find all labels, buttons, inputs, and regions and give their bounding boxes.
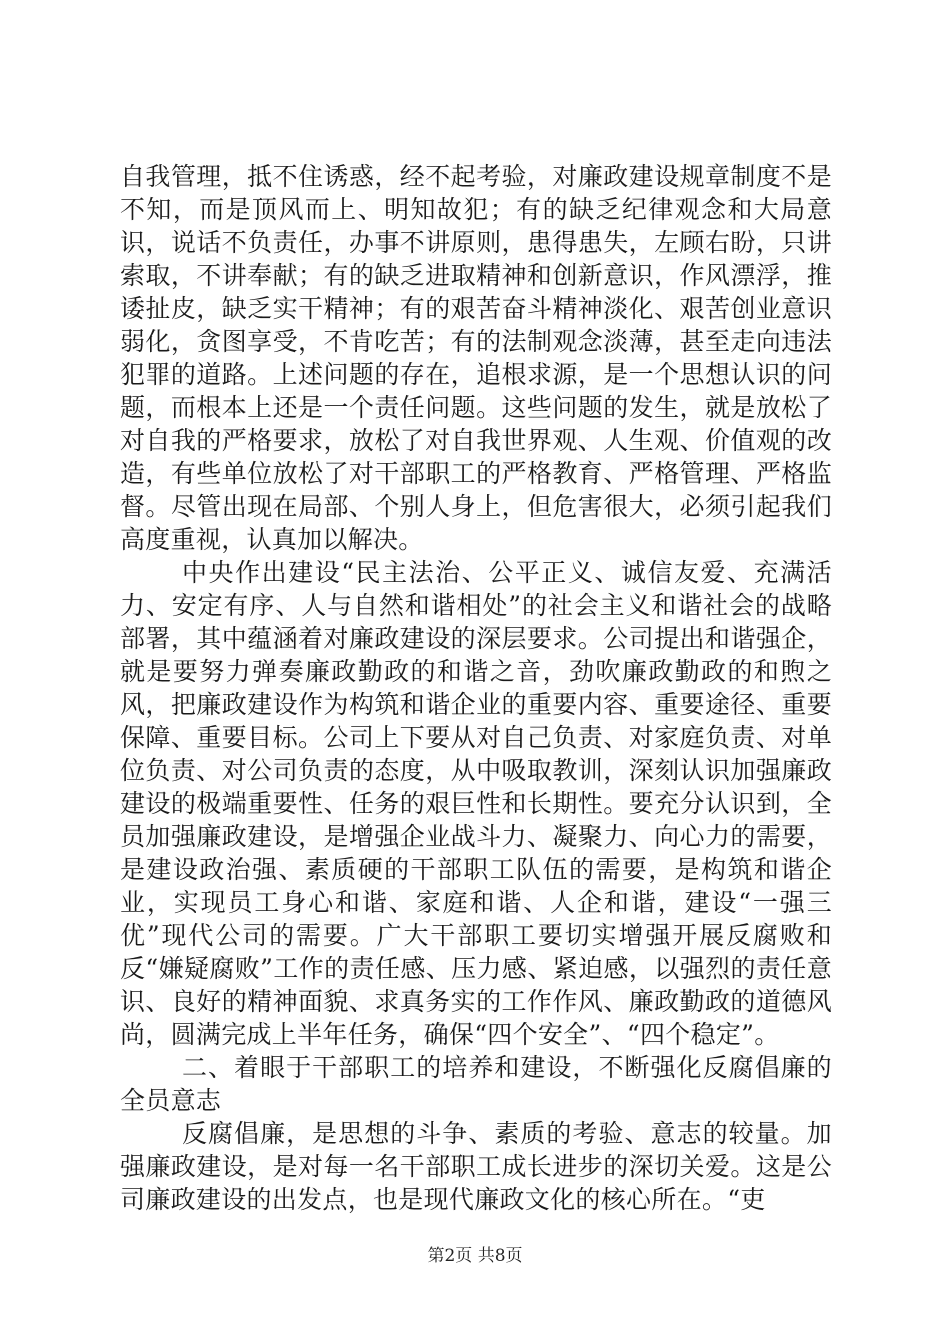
document-body <box>120 160 832 1216</box>
paragraph-3: 反腐倡廉，是思想的斗争、素质的考验、意志的较量。加强廉政建设，是对每一名干部职工成长进步的深切关爱。这是公司廉政建设的出发点，也是现代廉政文化的核心所在。“吏 <box>120 1119 832 1214</box>
section-heading: 二、着眼于干部职工的培养和建设，不断强化反腐倡廉的全员意志 <box>120 1053 832 1115</box>
paragraph-1: 自我管理，抵不住诱惑，经不起考验，对廉政建设规章制度不是不知，而是顶风而上、明知故犯；有的缺乏纪律观念和大局意识，说话不负责任，办事不讲原则，患得患失，左顾右盼，只讲索取，不讲奉献；有的缺乏进取精神和创新意识，作风漂浮，推诿扯皮，缺乏实干精神；有的艰苦奋斗精神淡化、艰苦创业意识弱化，贪图享受，不肯吃苦；有的法制观念淡薄，甚至走向违法犯罪的道路。上述问题的存在，追根求源，是一个思想认识的问题，而根本上还是一个责任问题。这些问题的发生，就是放松了对自我的严格要求，放松了对自我世界观、人生观、价值观的改造，有些单位放松了对干部职工的严格教育、严格管理、严格监督。尽管出现在局部、个别人身上，但危害很大，必须引起我们高度重视，认真加以解决。 <box>120 162 832 554</box>
page-footer: 第2页 共8页 <box>427 1246 523 1266</box>
paragraph-2: 中央作出建设“民主法治、公平正义、诚信友爱、充满活力、安定有序、人与自然和谐相处”的社会主义和谐社会的战略部署，其中蕴涵着对廉政建设的深层要求。公司提出和谐强企，就是要努力弹奏廉政勤政的和谐之音，劲吹廉政勤政的和煦之风，把廉政建设作为构筑和谐企业的重要内容、重要途径、重要保障、重要目标。公司上下要从对自己负责、对家庭负责、对单位负责、对公司负责的态度，从中吸取教训，深刻认识加强廉政建设的极端重要性、任务的艰巨性和长期性。要充分认识到，全员加强廉政建设，是增强企业战斗力、凝聚力、向心力的需要，是建设政治强、素质硬的干部职工队伍的需要，是构筑和谐企业，实现员工身心和谐、家庭和谐、人企和谐，建设“一强三优”现代公司的需要。广大干部职工要切实增强开展反腐败和反“嫌疑腐败”工作的责任感、压力感、紧迫感，以强烈的责任意识、良好的精神面貌、求真务实的工作作风、廉政勤政的道德风尚，圆满完成上半年任务，确保“四个安全”、“四个稳定”。 <box>120 558 832 1049</box>
